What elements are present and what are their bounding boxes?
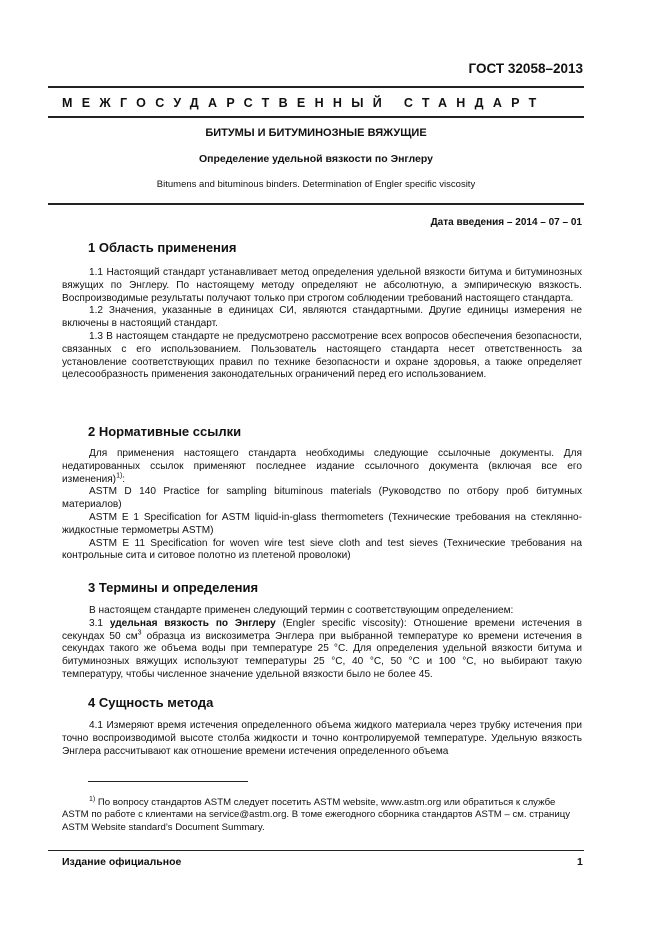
official-edition-label: Издание официальное xyxy=(62,856,182,868)
standard-code: ГОСТ 32058–2013 xyxy=(468,61,583,76)
terms-intro: В настоящем стандарте применен следующий термин с соответствующим определением: xyxy=(89,605,514,616)
document-subtitle: Определение удельной вязкости по Энглеру xyxy=(198,153,434,165)
footer-rule xyxy=(48,850,584,851)
section-4-heading: 4 Сущность метода xyxy=(88,695,214,710)
section-2-body xyxy=(62,448,582,563)
reference-astm-d140: ASTM D 140 Practice for sampling bituminous materials (Руководство по отбору проб битумных материалов) xyxy=(62,486,582,511)
page-number: 1 xyxy=(577,856,583,868)
header-rule xyxy=(48,86,584,88)
term-name: удельная вязкость по Энглеру xyxy=(109,617,276,629)
section-3-body xyxy=(62,605,582,682)
footnote xyxy=(62,797,582,834)
clause-1-2: 1.2 Значения, указанные в единицах СИ, являются стандартными. Другие единицы измерения не включены в настоящий стандарт. xyxy=(62,305,582,330)
section-4-body xyxy=(62,720,582,758)
section-2-heading: 2 Нормативные ссылки xyxy=(88,424,242,439)
clause-1-1: 1.1 Настоящий стандарт устанавливает метод определения удельной вязкости битума и битуминозных вяжущих по Энглеру. По настоящему методу определяют не абсолютную, а эмпирическую вязкость. Воспроизводимые результаты получают только при строгом соблюдении требований настоящего стандарта. xyxy=(62,267,582,304)
clause-1-3: 1.3 В настоящем стандарте не предусмотрено рассмотрение всех вопросов обеспечения безопасности, связанных с его использованием. Пользователь настоящего стандарта несет ответственность за установление соответствующих правил по технике безопасности и охране здоровья, а также определяет целесообразность применения законодательных ограничений перед его использованием. xyxy=(62,330,582,381)
reference-astm-e11: ASTM E 11 Specification for woven wire test sieve cloth and test sieves (Технические требования на контрольные сита и ситовое полотно из плетеной проволоки) xyxy=(62,537,582,562)
section-3-heading: 3 Термины и определения xyxy=(88,580,259,595)
references-intro: Для применения настоящего стандарта необходимы следующие ссылочные документы. Для недатированных ссылок применяют последнее издание ссылочного документа (включая все его изменения)$^{1)}$: xyxy=(62,448,582,485)
footnote-mark: 1) xyxy=(89,795,96,803)
title-rule xyxy=(48,203,584,205)
footnote-text: По вопросу стандартов ASTM следует посетить ASTM website, www.astm.org или обратиться к службе ASTM по работе с клиентами на service@astm.org. В томе ежегодного сборника стандартов ASTM – см. страницу ASTM Website standard’s Document Summary. xyxy=(62,797,571,833)
clause-3-1: 3.1 удельная вязкость по Энглеру (Engler specific viscosity): Отношение времени истечения в секундах 50 $см^3$ образца из вискозиметра Энглера при выбранной температуре ко времени истечения в секундах такого же объема воды при температуре 25 °С. Для определения удельной вязкости битума и битуминозных вяжущих используют температуры 25 °С, 40 °С, 50 °С и 100 °С, но выбирают такую температуру, чтобы численное значение удельной вязкости было не более 45. xyxy=(62,617,582,680)
reference-astm-e1: ASTM E 1 Specification for ASTM liquid-in-glass thermometers (Технические требования на стеклянно-жидкостные термометры ASTM) xyxy=(62,511,582,536)
section-1-body xyxy=(62,267,582,382)
section-1-heading: 1 Область применения xyxy=(88,240,237,255)
introduction-date: Дата введения – 2014 – 07 – 01 xyxy=(430,217,582,228)
english-title: Bitumens and bituminous binders. Determination of Engler specific viscosity xyxy=(156,179,476,190)
banner-rule xyxy=(48,116,584,118)
standard-type-banner: МЕЖГОСУДАРСТВЕННЫЙ СТАНДАРТ xyxy=(62,96,546,110)
footnote-separator xyxy=(88,781,248,782)
footnote-ref: 1) xyxy=(116,472,123,480)
clause-4-1: 4.1 Измеряют время истечения определенного объема жидкого материала через трубку истечения при точно воспроизводимой высоте столба жидкости и точно контролируемой температуре. Удельную вязкость Энглера рассчитывают как отношение времени истечения определенного объема xyxy=(62,720,582,757)
document-title: БИТУМЫ И БИТУМИНОЗНЫЕ ВЯЖУЩИЕ xyxy=(205,127,427,139)
